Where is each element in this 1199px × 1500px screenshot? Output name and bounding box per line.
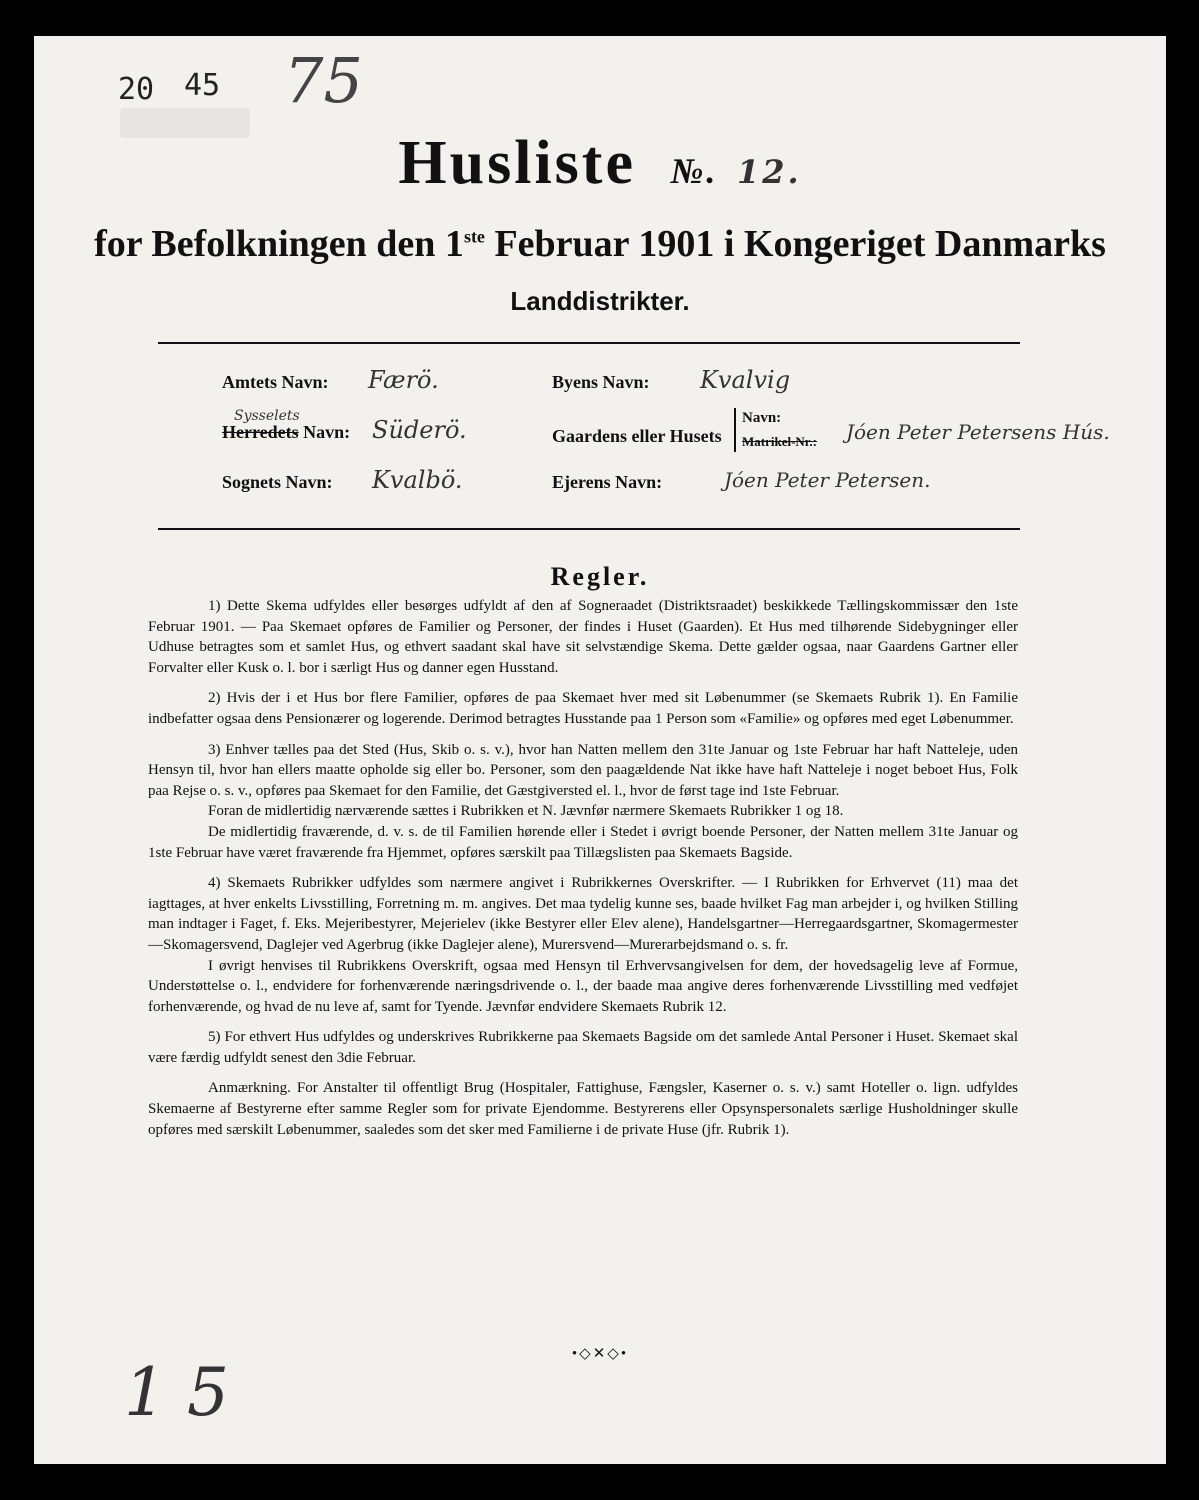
by-label: Byens Navn:	[552, 372, 650, 392]
amt-label: Amtets Navn:	[222, 372, 329, 392]
ornament-divider: •◇✕◇•	[571, 1346, 629, 1362]
subtitle-district: Landdistrikter.	[510, 286, 690, 316]
title-text: Husliste	[398, 129, 636, 197]
stamp-number-right: 45	[184, 68, 221, 103]
middle-rule	[158, 528, 1020, 530]
by-value: Kvalvig	[700, 366, 791, 394]
rule-3-cont-b: De midlertidig fraværende, d. v. s. de til Familien hørende eller i Stedet i øvrigt boende Personer, der Natten mellem 31te Januar og 1ste Februar have været fraværende fra Hjemmet, opføres særskilt paa Tillægslisten paa Skemaets Bagside.	[148, 823, 1018, 861]
rules-heading: Regler.	[550, 562, 650, 591]
subtitle-sup: ste	[463, 226, 485, 247]
herred-correction: Sysselets	[234, 408, 300, 424]
herred-label	[222, 422, 350, 443]
matrikel-label: Matrikel-Nr.:	[742, 434, 817, 449]
subtitle	[34, 222, 1166, 266]
rule-4: 4) Skemaets Rubrikker udfyldes som nærmere angivet i Rubrikkernes Overskrifter. — I Rubrikken for Erhvervet (11) maa det iagttages, at hver enkelts Livsstilling, Forretning m. m. angives. Det maa tydelig kunne ses, baade hvilket Fag man arbejder i, og hvilken Stilling man indtager i Faget, f. Eks. Mejeribestyrer, Mejerielev (ikke Bestyrer eller Elev alene), Handelsgartner—Herregaardsgartner, Skomagermester—Skomagersvend, Daglejer ved Agerbrug (ikke Daglejer alene), Murersvend—Murerarbejdsmand o. s. fr.	[148, 875, 1018, 953]
herred-rest: Navn:	[298, 422, 351, 442]
census-form-page	[34, 36, 1166, 1464]
herred-value: Süderö.	[372, 416, 467, 444]
page-title	[34, 128, 1166, 199]
sogn-label: Sognets Navn:	[222, 472, 333, 492]
gaard-label: Gaardens eller Husets	[552, 426, 722, 446]
rule-4-cont: I øvrigt henvises til Rubrikkens Overskrift, ogsaa med Hensyn til Erhvervsangivelsen for dem, der hovedsagelig leve af Formue, Understøttelse o. l., endvidere for forhenværende næringsdrivende o. l., der baade maa angive deres forhenværende Livsstilling med vedføjet forhenværende, og hvad de nu leve af, samt for Tyende. Jævnfør endvidere Skemaets Rubrik 12.	[148, 957, 1018, 1015]
rules-text	[148, 596, 1018, 1150]
ejer-label: Ejerens Navn:	[552, 472, 663, 492]
amt-value: Færö.	[368, 366, 439, 394]
top-rule	[158, 342, 1020, 344]
sogn-value: Kvalbö.	[372, 466, 463, 494]
subtitle-post: Februar 1901 i Kongeriget Danmarks	[484, 223, 1106, 265]
subtitle-pre: for Befolkningen den 1	[94, 223, 464, 265]
brace-line	[734, 408, 736, 452]
ejer-value: Jóen Peter Petersen.	[724, 468, 931, 492]
rule-2: 2) Hvis der i et Hus bor flere Familier, opføres de paa Skemaet hver med sit Løbenummer (se Skemaets Rubrik 1). En Familie indbefatter ogsaa dens Pensionærer og logerende. Derimod betragtes Husstande paa 1 Person som «Familie» og opføres med eget Løbenummer.	[148, 690, 1018, 727]
rule-1: 1) Dette Skema udfyldes eller besørges udfyldt af den af Sogneraadet (Distriktsraadet) beskikkede Tællingskommissær den 1ste Februar 1901. — Paa Skemaet opføres de Familier og Personer, der findes i Huset (Gaarden). Et Hus med tilhørende Sidebygninger eller Udhuse betragtes som et samlet Hus, og ethvert saadant skal have sit selvstændige Skema. Dette gælder ogsaa, naar Gaardens Gartner eller Forvalter eller Kusk o. l. bor i særligt Hus og danner egen Husstand.	[148, 598, 1018, 676]
stamp-number-left: 20	[118, 72, 155, 107]
house-number: 12.	[736, 153, 802, 191]
rule-3-cont-a: Foran de midlertidig nærværende sættes i Rubrikken et N. Jævnfør nærmere Skemaets Rubrikker 1 og 18.	[208, 803, 844, 820]
herred-struck: Herredets	[222, 422, 299, 442]
rule-3: 3) Enhver tælles paa det Sted (Hus, Skib o. s. v.), hvor han Natten mellem den 31te Januar og 1ste Februar har haft Natteleje, uden Hensyn til, hvor han ellers maatte opholde sig eller bo. Personer, som den paagældende Nat ikke have haft Natteleje i noget beboet Hus, Folk paa Rejse o. s. v., opføres paa Skemaet for den Familie, det Gæstgiversted el. l., hvor de først tage ind 1ste Februar.	[148, 741, 1018, 799]
gaard-value: Jóen Peter Petersens Hús.	[846, 420, 1110, 444]
note-anmaerkning: Anmærkning. For Anstalter til offentligt Brug (Hospitaler, Fattighuse, Fængsler, Kaserner o. s. v.) samt Hoteller o. lign. udfyldes Skemaerne af Bestyrerne efter samme Regler som for private Ejendomme. Bestyrerens eller Opsynspersonalets særlige Husholdninger skulle opføres med særskilt Løbenummer, saaledes som det sker med Familierne i de private Huse (jfr. Rubrik 1).	[148, 1080, 1018, 1138]
rule-5: 5) For ethvert Hus udfyldes og underskrives Rubrikkerne paa Skemaets Bagside om det samlede Antal Personer i Huset. Skemaet skal være færdig udfyldt senest den 3die Februar.	[148, 1029, 1018, 1066]
handwritten-bottom-number: 1 5	[124, 1354, 229, 1431]
number-label: №.	[670, 151, 719, 191]
handwritten-top-number: 75	[284, 44, 363, 117]
navn-label: Navn:	[742, 410, 782, 426]
